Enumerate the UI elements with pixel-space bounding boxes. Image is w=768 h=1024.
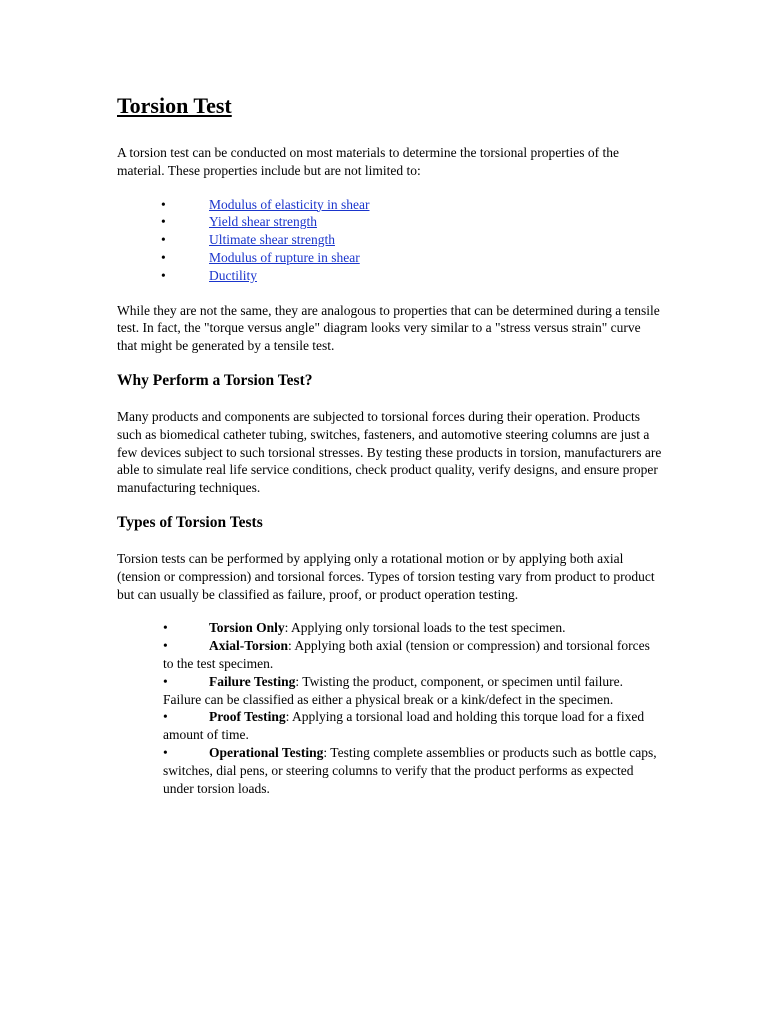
link-modulus-elasticity-shear[interactable]: Modulus of elasticity in shear — [209, 196, 370, 212]
type-description: Applying a torsional load and holding this torque load for a fixed amount of time. — [163, 709, 645, 743]
list-item — [117, 249, 662, 267]
bullet-icon: • — [161, 267, 166, 283]
bullet-icon: • — [163, 620, 168, 636]
types-list — [117, 619, 662, 797]
type-term: Torsion Only — [209, 620, 285, 636]
properties-list — [117, 196, 662, 285]
bullet-icon: • — [161, 196, 166, 212]
list-item — [163, 637, 662, 673]
list-item — [163, 673, 662, 709]
bullet-icon: • — [161, 232, 166, 248]
list-item — [163, 708, 662, 744]
type-term: Operational Testing — [209, 744, 324, 760]
term-separator: : — [284, 620, 289, 636]
why-heading: Why Perform a Torsion Test? — [117, 371, 313, 389]
list-item — [163, 619, 662, 637]
type-description: Testing complete assemblies or products such as bottle caps, switches, dial pens, or steering columns to verify that the product performs as expected under torsion loads. — [163, 744, 657, 796]
bullet-icon: • — [163, 744, 168, 760]
document-content — [117, 92, 662, 797]
analogy-paragraph: While they are not the same, they are analogous to properties that can be determined during a tensile test. In fact, the "torque versus angle" diagram looks very similar to a "stress versus strain" curve that might be generated by a tensile test. — [117, 302, 660, 354]
type-description: Applying only torsional loads to the test specimen. — [288, 620, 566, 636]
list-item — [117, 213, 662, 231]
term-separator: : — [323, 744, 328, 760]
type-description: Twisting the product, component, or specimen until failure. Failure can be classified as either a physical break or a kink/defect in the specimen. — [163, 673, 624, 707]
list-item — [163, 744, 662, 797]
why-paragraph: Many products and components are subjected to torsional forces during their operation. Products such as biomedical catheter tubing, switches, fasteners, and automotive steering columns are just a few devices subject to such torsional stresses. By testing these products in torsion, manufacturers are able to simulate real life service conditions, check product quality, verify designs, and ensure proper manufacturing techniques. — [117, 408, 662, 496]
types-paragraph: Torsion tests can be performed by applying only a rotational motion or by applying both axial (tension or compression) and torsional forces. Types of torsion testing vary from product to product but can usually be classified as failure, proof, or product operation testing. — [117, 550, 655, 602]
type-description: Applying both axial (tension or compression) and torsional forces to the test specimen. — [163, 638, 650, 671]
link-ultimate-shear-strength[interactable]: Ultimate shear strength — [209, 232, 335, 248]
link-yield-shear-strength[interactable]: Yield shear strength — [209, 214, 317, 230]
bullet-icon: • — [163, 638, 168, 654]
type-term: Axial-Torsion — [209, 638, 289, 654]
bullet-icon: • — [163, 709, 168, 725]
bullet-icon: • — [163, 673, 168, 689]
term-separator: : — [285, 709, 290, 725]
list-item — [117, 196, 662, 214]
link-ductility[interactable]: Ductility — [209, 267, 257, 283]
bullet-icon: • — [161, 214, 166, 230]
list-item — [117, 267, 662, 285]
type-term: Failure Testing — [209, 673, 296, 689]
list-item — [117, 231, 662, 249]
term-separator: : — [288, 638, 292, 654]
link-modulus-rupture-shear[interactable]: Modulus of rupture in shear — [209, 249, 360, 265]
type-term: Proof Testing — [209, 709, 286, 725]
intro-paragraph: A torsion test can be conducted on most materials to determine the torsional properties of the material. These properties include but are not limited to: — [117, 145, 619, 178]
term-separator: : — [295, 673, 300, 689]
types-heading: Types of Torsion Tests — [117, 513, 263, 531]
page-title: Torsion Test — [117, 93, 232, 118]
bullet-icon: • — [161, 249, 166, 265]
